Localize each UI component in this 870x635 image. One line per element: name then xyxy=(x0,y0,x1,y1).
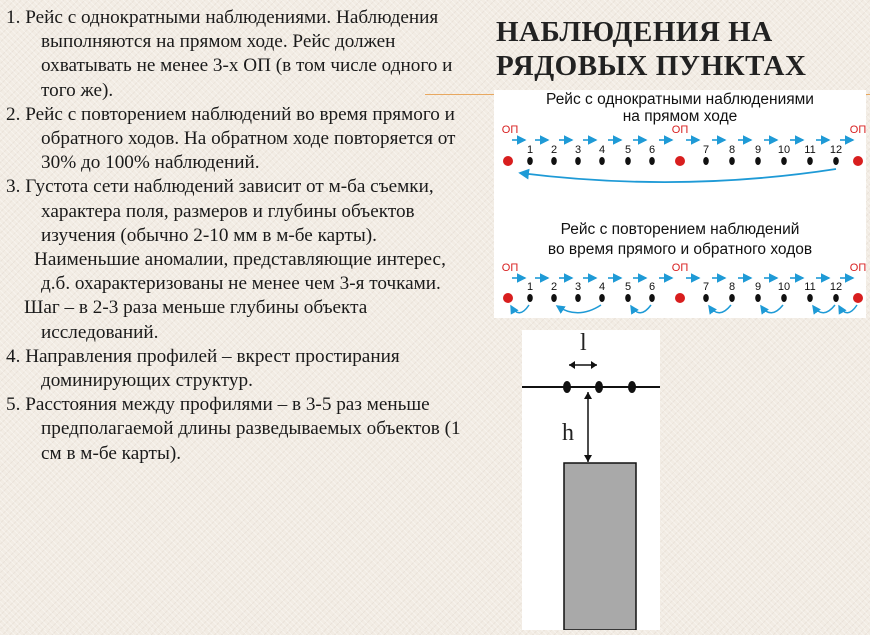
point-label: 1 xyxy=(526,281,534,293)
list-item: 2. Рейс с повторением наблюдений во время прямого и обратного ходов. На обратном ходе повторяется от 30% до 100% наблюдений. xyxy=(6,103,456,174)
repeat-arrow xyxy=(813,305,835,313)
step-label: l xyxy=(580,330,587,356)
scheme1-title-line2: на прямом ходе xyxy=(622,108,738,125)
point-label: 8 xyxy=(728,144,736,156)
observation-point xyxy=(527,294,533,302)
observation-point xyxy=(833,294,839,302)
base-point xyxy=(853,293,863,303)
observation-point xyxy=(575,157,581,165)
point-label: 8 xyxy=(728,281,736,293)
observation-point xyxy=(625,294,631,302)
observation-point xyxy=(781,157,787,165)
observation-point xyxy=(599,157,605,165)
observation-point xyxy=(807,294,813,302)
list-note: Наименьшие аномалии, представляющие интерес, д.б. охарактеризованы не менее чем 3-я точками. xyxy=(34,249,446,295)
base-point xyxy=(503,293,513,303)
point-label: 2 xyxy=(550,144,558,156)
observation-point xyxy=(551,157,557,165)
base-point xyxy=(503,156,513,166)
step-depth-sketch xyxy=(522,330,660,630)
repeat-arrow xyxy=(511,305,529,313)
observation-point xyxy=(649,157,655,165)
list-item: 1. Рейс с однократными наблюдениями. Наблюдения выполняются на прямом ходе. Рейс должен охватывать не менее 3-х ОП (в том числе одного и того же). xyxy=(6,7,453,101)
point-label: 12 xyxy=(829,144,843,156)
scheme2-title-line1: Рейс с повторением наблюдений xyxy=(560,221,800,238)
point-label: 9 xyxy=(754,144,762,156)
list-note: Шаг – в 2-3 раза меньше глубины объекта исследований. xyxy=(24,297,368,343)
point-label: 10 xyxy=(777,144,791,156)
observation-point xyxy=(551,294,557,302)
point-label: 1 xyxy=(526,144,534,156)
observation-point xyxy=(703,294,709,302)
profile-point xyxy=(628,381,636,393)
base-label: ОП xyxy=(671,124,689,136)
point-label: 6 xyxy=(648,144,656,156)
point-label: 12 xyxy=(829,281,843,293)
observation-point xyxy=(755,157,761,165)
point-label: 10 xyxy=(777,281,791,293)
point-label: 5 xyxy=(624,144,632,156)
observation-point xyxy=(833,157,839,165)
observation-point xyxy=(575,294,581,302)
observation-schemes-diagram xyxy=(494,90,866,318)
base-point xyxy=(675,156,685,166)
observation-point xyxy=(625,157,631,165)
profile-point xyxy=(563,381,571,393)
base-label: ОП xyxy=(849,124,866,136)
point-label: 11 xyxy=(804,144,816,156)
base-point xyxy=(853,156,863,166)
observation-point xyxy=(781,294,787,302)
repeat-arrow xyxy=(631,305,651,313)
point-label: 2 xyxy=(550,281,558,293)
repeat-arrow xyxy=(709,305,731,313)
observation-point xyxy=(755,294,761,302)
scheme1-title-line1: Рейс с однократными наблюдениями xyxy=(546,91,814,108)
point-label: 5 xyxy=(624,281,632,293)
observation-point xyxy=(527,157,533,165)
point-label: 4 xyxy=(598,144,606,156)
list-item: 3. Густота сети наблюдений зависит от м-ба съемки, характера поля, размеров и глубины объектов изучения (обычно 2-10 мм в м-бе карты). xyxy=(6,176,434,246)
point-label: 3 xyxy=(574,281,582,293)
repeat-arrow xyxy=(839,305,857,313)
observation-point xyxy=(599,294,605,302)
base-label: ОП xyxy=(501,262,519,274)
point-label: 7 xyxy=(702,281,710,293)
list-item: 4. Направления профилей – вкрест простирания доминирующих структур. xyxy=(6,345,400,392)
base-point xyxy=(675,293,685,303)
return-arrow xyxy=(520,169,836,182)
observation-point xyxy=(729,157,735,165)
observation-point xyxy=(703,157,709,165)
base-label: ОП xyxy=(671,262,689,274)
observation-point xyxy=(729,294,735,302)
point-label: 11 xyxy=(804,281,816,293)
repeat-arrow xyxy=(761,305,783,313)
observation-point xyxy=(807,157,813,165)
depth-label: h xyxy=(562,420,574,446)
list-item: 5. Расстояния между профилями – в 3-5 раз меньше предполагаемой длины разведываемых объектов (1 см в м-бе карты). xyxy=(6,394,461,464)
sketch-svg xyxy=(522,330,660,630)
text-column xyxy=(6,6,476,466)
repeat-arrow xyxy=(557,305,601,313)
point-label: 4 xyxy=(598,281,606,293)
scheme2-title-line2: во время прямого и обратного ходов xyxy=(547,241,813,258)
base-label: ОП xyxy=(501,124,519,136)
point-label: 7 xyxy=(702,144,710,156)
point-label: 3 xyxy=(574,144,582,156)
schemes-svg xyxy=(494,90,866,318)
base-label: ОП xyxy=(849,262,866,274)
observation-point xyxy=(649,294,655,302)
point-label: 6 xyxy=(648,281,656,293)
buried-object xyxy=(564,463,636,630)
slide-title: НАБЛЮДЕНИЯ НА РЯДОВЫХ ПУНКТАХ xyxy=(496,16,807,82)
point-label: 9 xyxy=(754,281,762,293)
profile-point xyxy=(595,381,603,393)
